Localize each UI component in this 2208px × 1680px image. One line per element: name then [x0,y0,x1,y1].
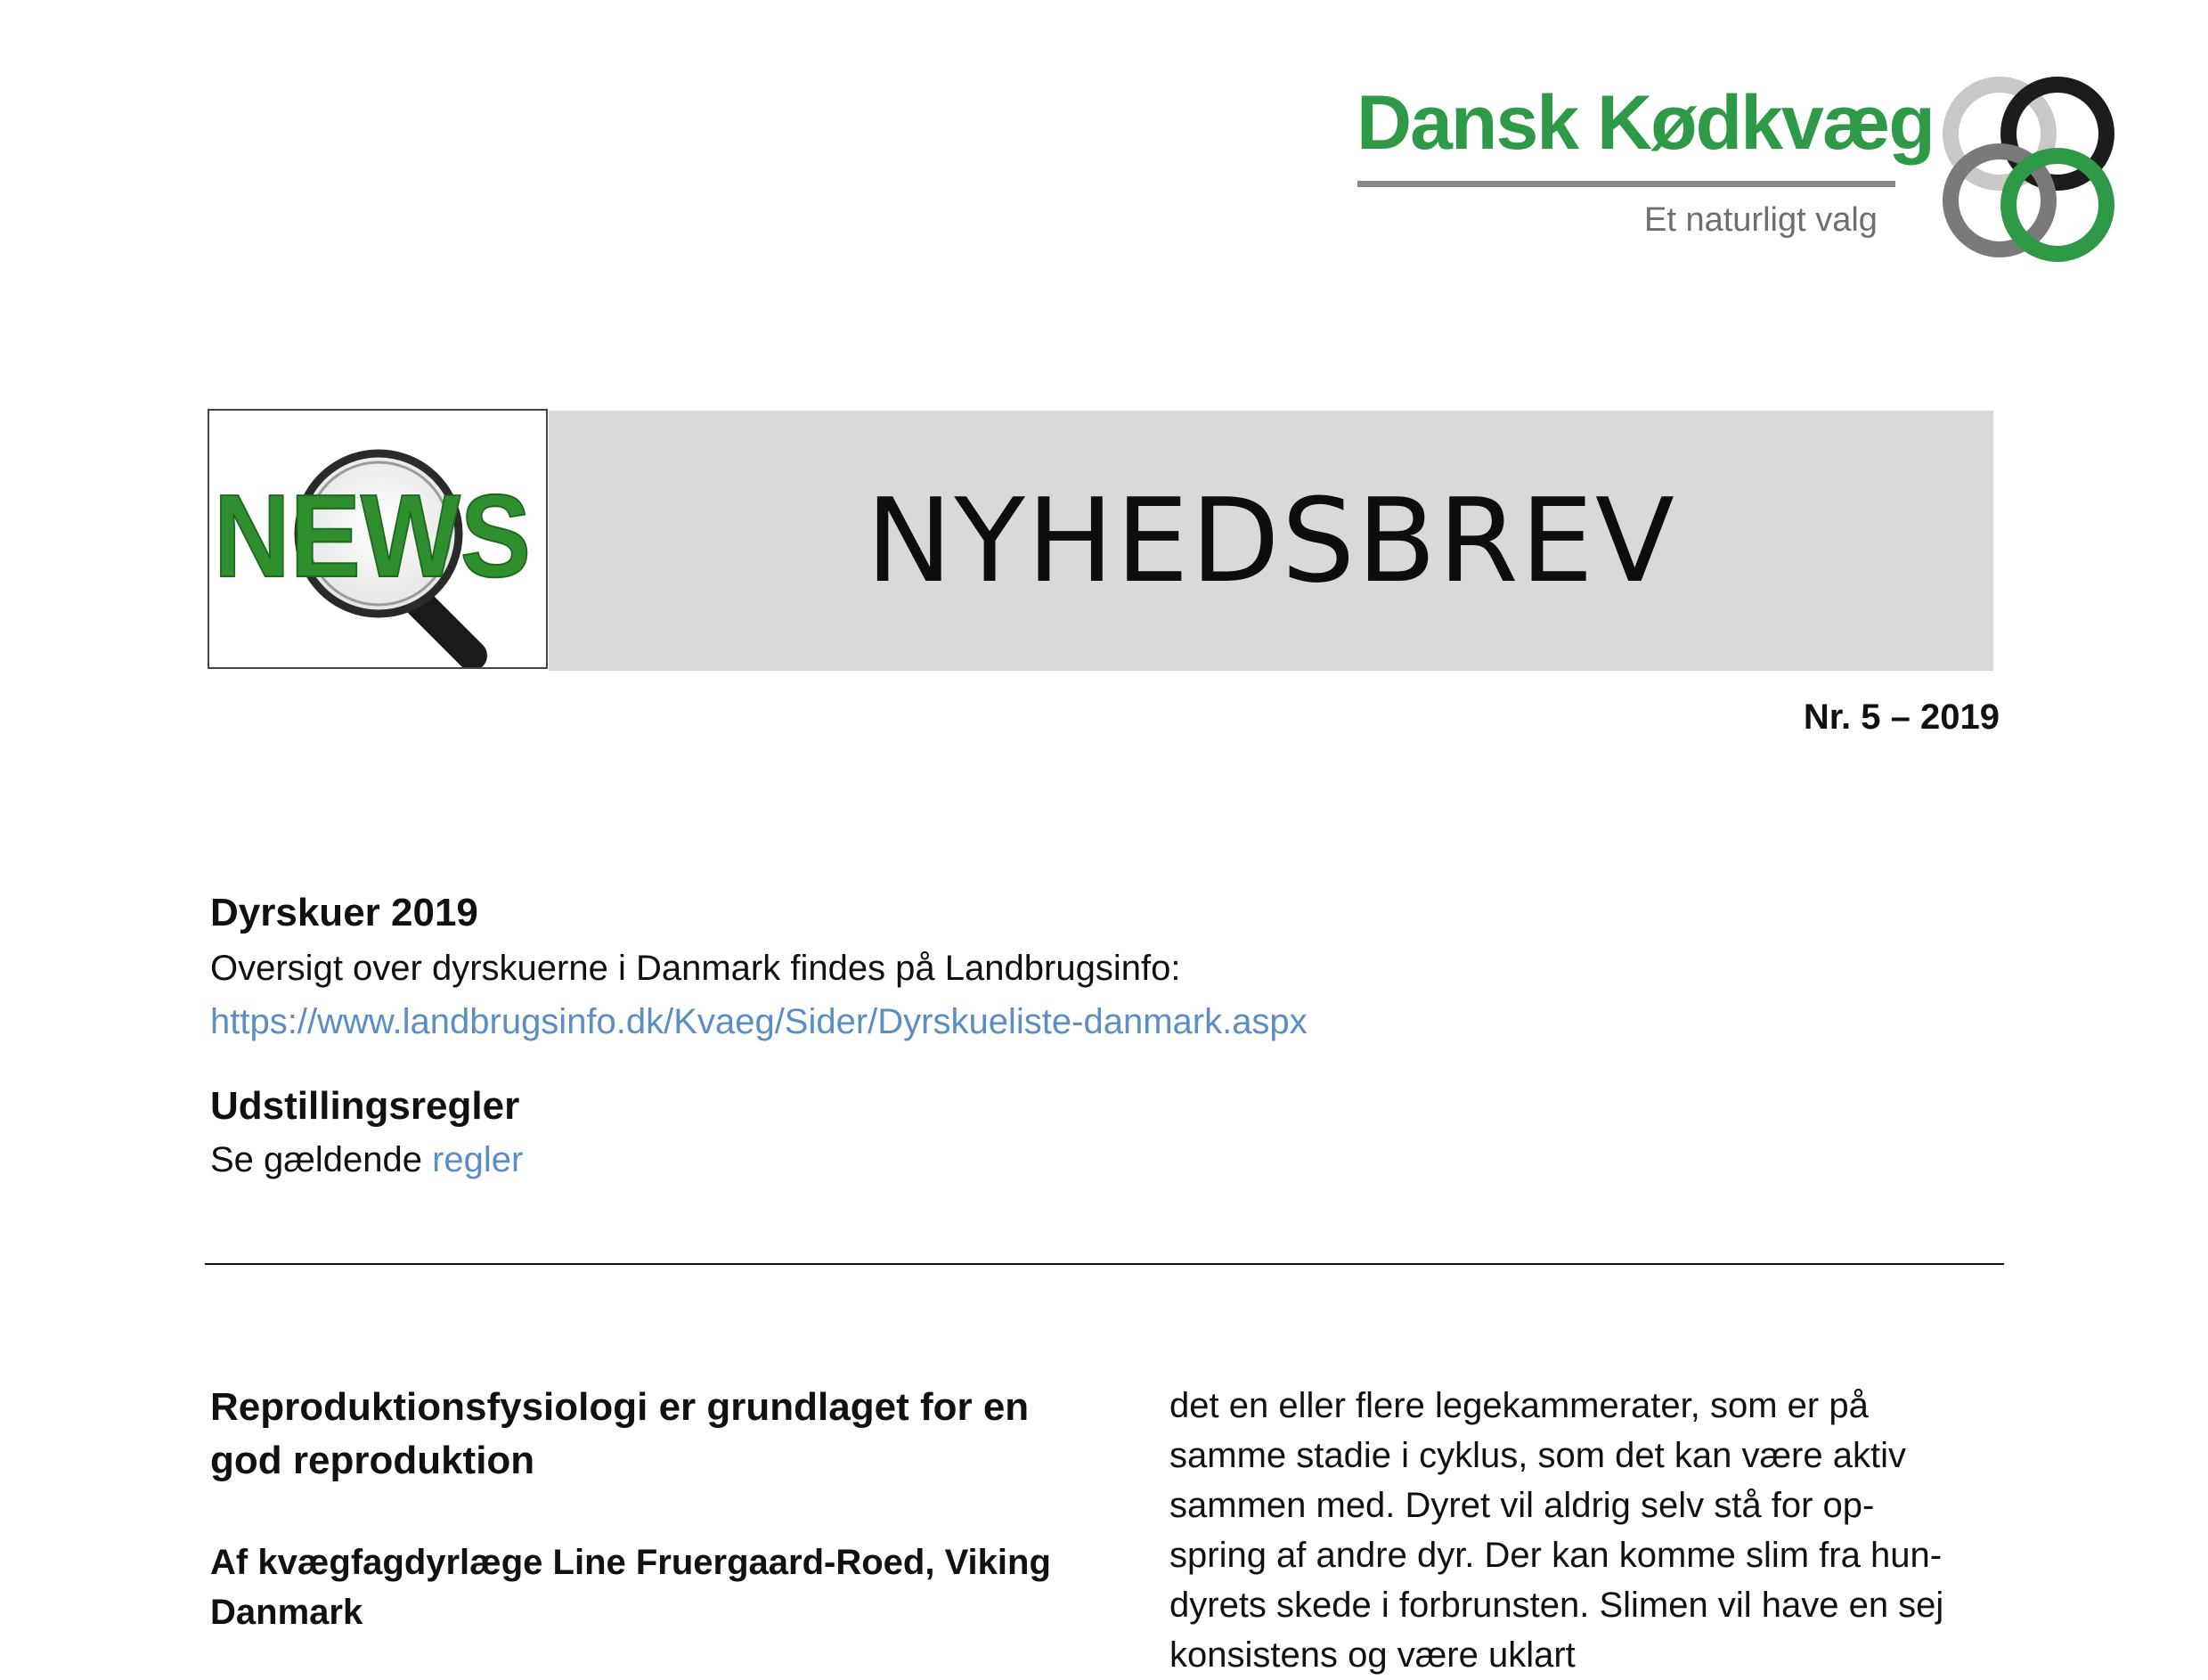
section-divider [205,1263,2004,1265]
brand-name: Dansk Kødkvæg [1357,80,1934,166]
article-author-line: Af kvægfagdyrlæge Line Fruergaard-Roed, Viking [210,1543,1051,1582]
article-title-line: god reproduktion [210,1439,535,1482]
article-body-line: dyrets skede i forbrunsten. Slimen vil have en sej [1169,1586,1944,1625]
article-body-line: det en eller flere legekammerater, som er på [1169,1386,1869,1425]
article-title [210,1381,1065,1488]
udstilling-text-prefix: Se gældende [210,1140,433,1179]
article-body-line: sammen med. Dyret vil aldrig selv stå for op- [1169,1486,1875,1525]
section-heading-udstillingsregler: Udstillingsregler [210,1084,520,1128]
article-author [210,1537,1065,1637]
dyrskueliste-link[interactable]: https://www.landbrugsinfo.dk/Kvaeg/Sider/Dyrskueliste-danmark.aspx [210,1002,1308,1041]
newsletter-title: NYHEDSBREV [866,473,1676,608]
svg-text:NEWS: NEWS [214,470,531,601]
section-text-udstillingsregler [210,1140,523,1180]
article-author-line: Danmark [210,1593,363,1632]
issue-number: Nr. 5 – 2019 [1803,697,2000,737]
interlocking-rings-icon [1933,71,2133,267]
article-title-line: Reproduktionsfysiologi er grundlaget for en [210,1385,1030,1429]
brand-underline [1357,181,1895,187]
regler-link[interactable]: regler [432,1140,524,1179]
article-body-line: samme stadie i cyklus, som det kan være aktiv [1169,1436,1906,1475]
article-body-line: konsistens og være uklart [1169,1635,1576,1675]
section-heading-dyrskuer: Dyrskuer 2019 [210,891,478,934]
section-text-dyrskuer: Oversigt over dyrskuerne i Danmark findes på Landbrugsinfo: [210,949,1181,988]
magnifying-glass-icon [209,411,546,667]
brand-tagline: Et naturligt valg [1644,201,1878,239]
news-icon [208,409,548,669]
article-body-line: spring af andre dyr. Der kan komme slim fra hun- [1169,1536,1943,1575]
article-body [1169,1381,2025,1680]
